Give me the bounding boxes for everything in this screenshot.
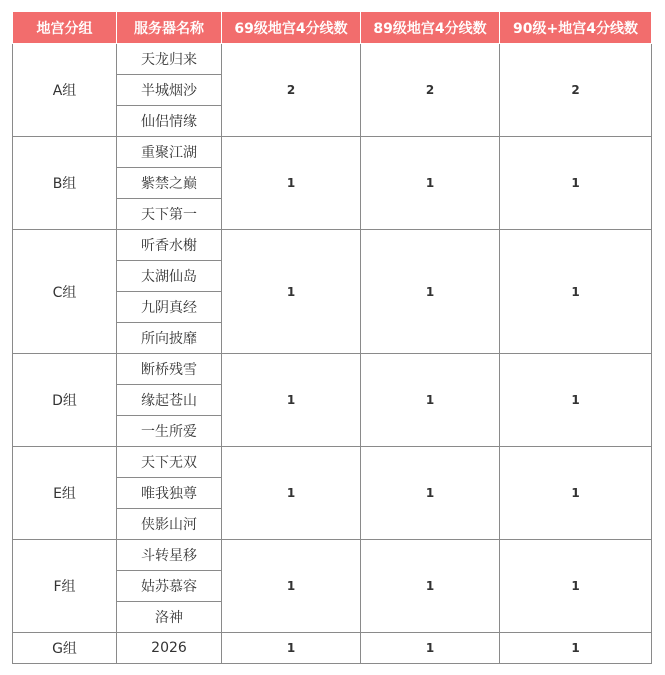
server-name: 仙侣情缘 [117,106,222,137]
header-server-name: 服务器名称 [117,12,222,44]
lv69-count: 1 [222,447,361,540]
lv89-count: 1 [361,137,500,230]
table-row [13,230,652,261]
lv89-count: 1 [361,447,500,540]
group-name: F组 [13,540,117,633]
server-name: 洛神 [117,602,222,633]
server-group-table [12,11,652,664]
table-row [13,540,652,571]
table-row [13,633,652,664]
server-name: 姑苏慕容 [117,571,222,602]
server-name: 缘起苍山 [117,385,222,416]
group-name: B组 [13,137,117,230]
server-name: 天下第一 [117,199,222,230]
server-name: 断桥残雪 [117,354,222,385]
server-name: 紫禁之巅 [117,168,222,199]
header-lv89-lines: 89级地宫4分线数 [361,12,500,44]
header-row [13,12,652,44]
group-name: D组 [13,354,117,447]
lv90-count: 1 [500,230,652,354]
group-name: A组 [13,44,117,137]
group-name: E组 [13,447,117,540]
lv69-count: 1 [222,137,361,230]
lv90-count: 1 [500,447,652,540]
lv90-count: 1 [500,137,652,230]
server-name: 所向披靡 [117,323,222,354]
server-name: 侠影山河 [117,509,222,540]
lv90-count: 2 [500,44,652,137]
lv69-count: 1 [222,540,361,633]
header-group: 地宫分组 [13,12,117,44]
server-name: 一生所爱 [117,416,222,447]
server-name: 天下无双 [117,447,222,478]
lv89-count: 2 [361,44,500,137]
header-lv90-lines: 90级+地宫4分线数 [500,12,652,44]
lv89-count: 1 [361,230,500,354]
server-name: 重聚江湖 [117,137,222,168]
server-name: 九阴真经 [117,292,222,323]
table-row [13,137,652,168]
table-row [13,447,652,478]
table-row [13,44,652,75]
server-name: 唯我独尊 [117,478,222,509]
lv69-count: 1 [222,354,361,447]
group-name: G组 [13,633,117,664]
lv90-count: 1 [500,354,652,447]
server-name: 听香水榭 [117,230,222,261]
server-name: 2026 [117,633,222,664]
lv69-count: 1 [222,633,361,664]
header-lv69-lines: 69级地宫4分线数 [222,12,361,44]
server-name: 天龙归来 [117,44,222,75]
lv89-count: 1 [361,354,500,447]
lv89-count: 1 [361,540,500,633]
lv69-count: 2 [222,44,361,137]
server-name: 太湖仙岛 [117,261,222,292]
table-row [13,354,652,385]
lv89-count: 1 [361,633,500,664]
lv90-count: 1 [500,540,652,633]
server-name: 斗转星移 [117,540,222,571]
lv90-count: 1 [500,633,652,664]
server-name: 半城烟沙 [117,75,222,106]
lv69-count: 1 [222,230,361,354]
group-name: C组 [13,230,117,354]
